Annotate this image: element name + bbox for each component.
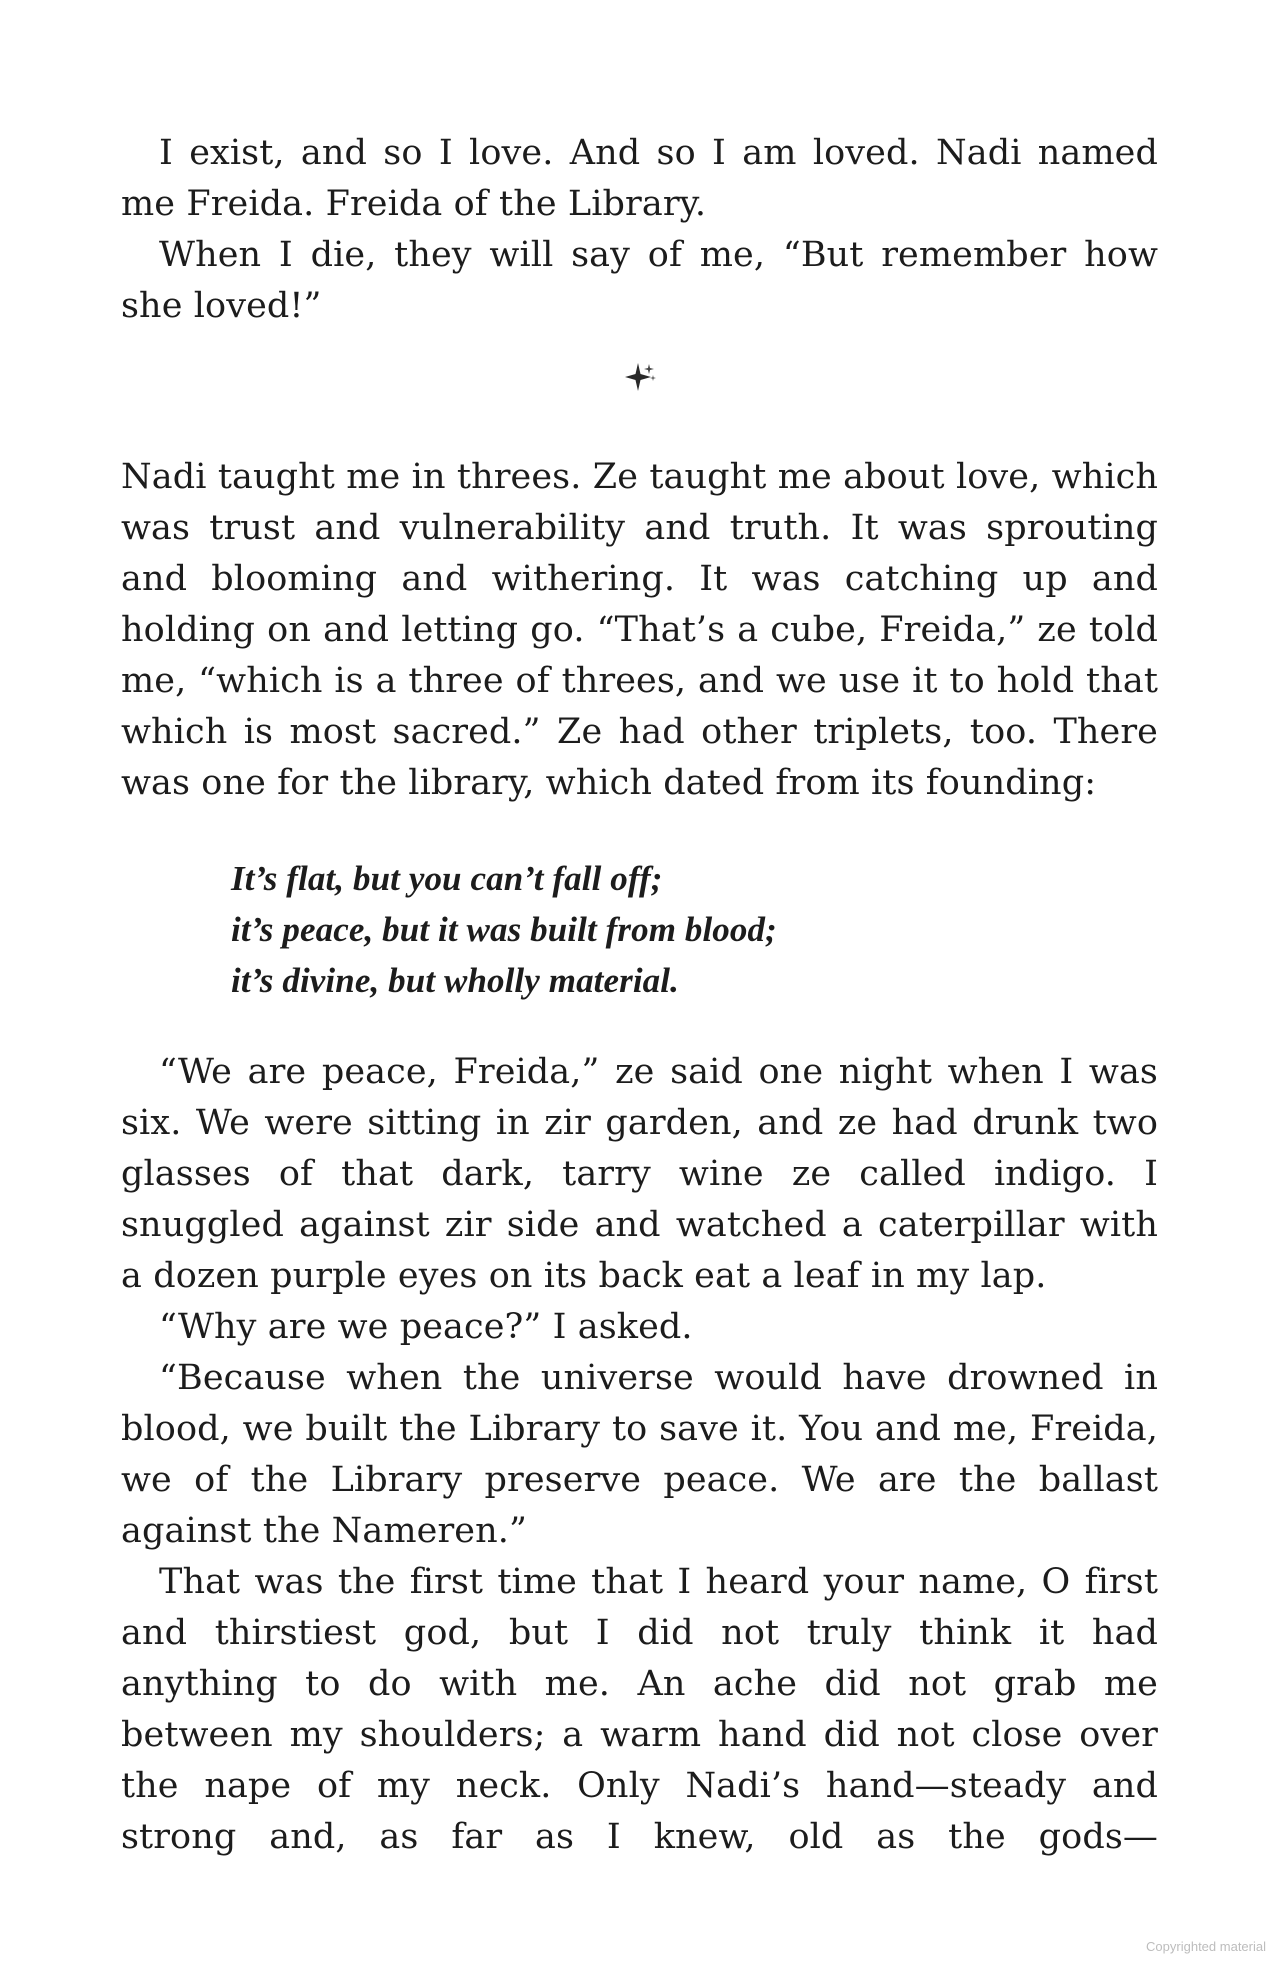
verse-line: it’s peace, but it was built from blood; xyxy=(231,910,777,949)
paragraph-when-i-die: When I die, they will say of me, “But remember how she loved!” xyxy=(121,235,1158,326)
paragraph-threes: Nadi taught me in threes. Ze taught me about love, which was trust and vulnerability and truth. It was sprouting and blooming and withering. It was catching up and holding on and letting go. “That’s a cube, Freida,” ze told me, “which is a three of threes, and we use it to hold that which is most sacred.” Ze had other triplets, too. There was one for the library, which dated from its founding: xyxy=(121,457,1158,803)
library-triplet-verse xyxy=(231,853,1158,1006)
paragraph-intro: I exist, and so I love. And so I am loved. Nadi named me Freida. Freida of the Library. xyxy=(121,133,1158,224)
book-page xyxy=(121,128,1158,1863)
paragraph-because: “Because when the universe would have drowned in blood, we built the Library to save it. You and me, Freida, we of the Library preserve peace. We are the ballast against the Nameren.” xyxy=(121,1358,1158,1551)
sparkle-icon xyxy=(121,357,1158,402)
verse-line: It’s flat, but you can’t fall off; xyxy=(231,859,663,898)
copyright-watermark: Copyrighted material xyxy=(1146,1939,1266,1954)
verse-line: it’s divine, but wholly material. xyxy=(231,961,679,1000)
scene-break xyxy=(121,332,1158,452)
paragraph-first-time: That was the first time that I heard your name, O first and thirstiest god, but I did not truly think it had anything to do with me. An ache did not grab me between my shoulders; a warm hand did not close over the nape of my neck. Only Nadi’s hand—steady and strong and, as far as I knew, old as the gods— xyxy=(121,1562,1158,1857)
paragraph-why-peace: “Why are we peace?” I asked. xyxy=(159,1307,693,1347)
paragraph-garden: “We are peace, Freida,” ze said one night when I was six. We were sitting in zir garden, and ze had drunk two glasses of that dark, tarry wine ze called indigo. I snuggled against zir side and watched a caterpillar with a dozen purple eyes on its back eat a leaf in my lap. xyxy=(121,1052,1158,1296)
